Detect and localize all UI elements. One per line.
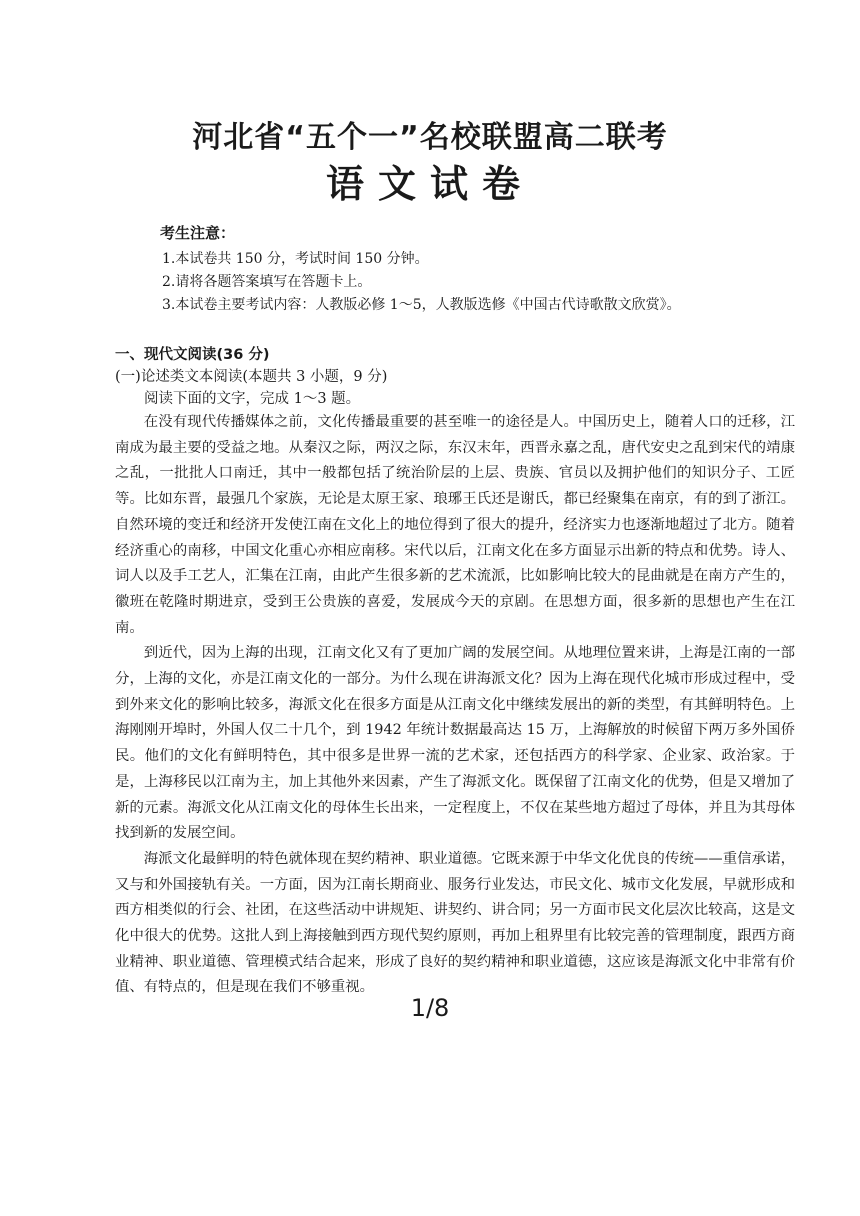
reading-section [115,344,795,1001]
notice-item: 2.请将各题答案填写在答题卡上。 [162,274,372,290]
notice-item: 3.本试卷主要考试内容：人教版必修 1～5，人教版选修《中国古代诗歌散文欣赏》。 [162,297,681,313]
reading-passage [115,410,795,1001]
section-heading: 一、现代文阅读(36 分) [115,347,270,363]
page-number: 1/8 [410,994,450,1022]
passage-paragraph: 到近代，因为上海的出现，江南文化又有了更加广阔的发展空间。从地理位置来讲，上海是江南的一部分，上海的文化，亦是江南文化的一部分。为什么现在讲海派文化？因为上海在现代化城市形成过程中，受到外来文化的影响比较多，海派文化在很多方面是从江南文化中继续发展出的新的类型，有其鲜明特色。上海刚刚开埠时，外国人仅二十几个，到 1942 年统计数据最高达 15 万，上海解放的时候留下两万多外国侨民。他们的文化有鲜明特色，其中很多是世界一流的艺术家，还包括西方的科学家、企业家、政治家。于是，上海移民以江南为主，加上其他外来因素，产生了海派文化。既保留了江南文化的优势，但是又增加了新的元素。海派文化从江南文化的母体生长出来，一定程度上，不仅在某些地方超过了母体，并且为其母体找到新的发展空间。 [115,645,795,842]
passage-paragraph: 海派文化最鲜明的特色就体现在契约精神、职业道德。它既来源于中华文化优良的传统——重信承诺，又与和外国接轨有关。一方面，因为江南长期商业、服务行业发达，市民文化、城市文化发展，早就形成和西方相类似的行会、社团，在这些活动中讲规矩、讲契约、讲合同；另一方面市民文化层次比较高，这是文化中很大的优势。这批人到上海接触到西方现代契约原则，再加上租界里有比较完善的管理制度，跟西方商业精神、职业道德、管理模式结合起来，形成了良好的契约精神和职业道德，这应该是海派文化中非常有价值、有特点的，但是现在我们不够重视。 [115,850,795,996]
subsection-heading: (一)论述类文本阅读(本题共 3 小题，9 分) [115,369,388,385]
candidate-notice [160,222,800,317]
passage-paragraph: 在没有现代传播媒体之前，文化传播最重要的甚至唯一的途径是人。中国历史上，随着人口的迁移，江南成为最主要的受益之地。从秦汉之际，两汉之际，东汉末年，西晋永嘉之乱，唐代安史之乱到宋代的靖康之乱，一批批人口南迁，其中一般都包括了统治阶层的上层、贵族、官员以及拥护他们的知识分子、工匠等。比如东晋，最强几个家族，无论是太原王家、琅琊王氏还是谢氏，都已经聚集在南京，有的到了浙江。自然环境的变迁和经济开发使江南在文化上的地位得到了很大的提升，经济实力也逐渐地超过了北方。随着经济重心的南移，中国文化重心亦相应南移。宋代以后，江南文化在多方面显示出新的特点和优势。诗人、词人以及手工艺人，汇集在江南，由此产生很多新的艺术流派，比如影响比较大的昆曲就是在南方产生的，徽班在乾隆时期进京，受到王公贵族的喜爱，发展成今天的京剧。在思想方面，很多新的思想也产生在江南。 [115,414,795,636]
notice-heading: 考生注意： [160,224,236,242]
exam-subject-title: 语文试卷 [325,162,534,206]
exam-title: 河北省“五个一”名校联盟高二联考 [192,120,668,155]
reading-instruction: 阅读下面的文字，完成 1～3 题。 [144,391,361,407]
notice-item: 1.本试卷共 150 分，考试时间 150 分钟。 [162,251,429,267]
